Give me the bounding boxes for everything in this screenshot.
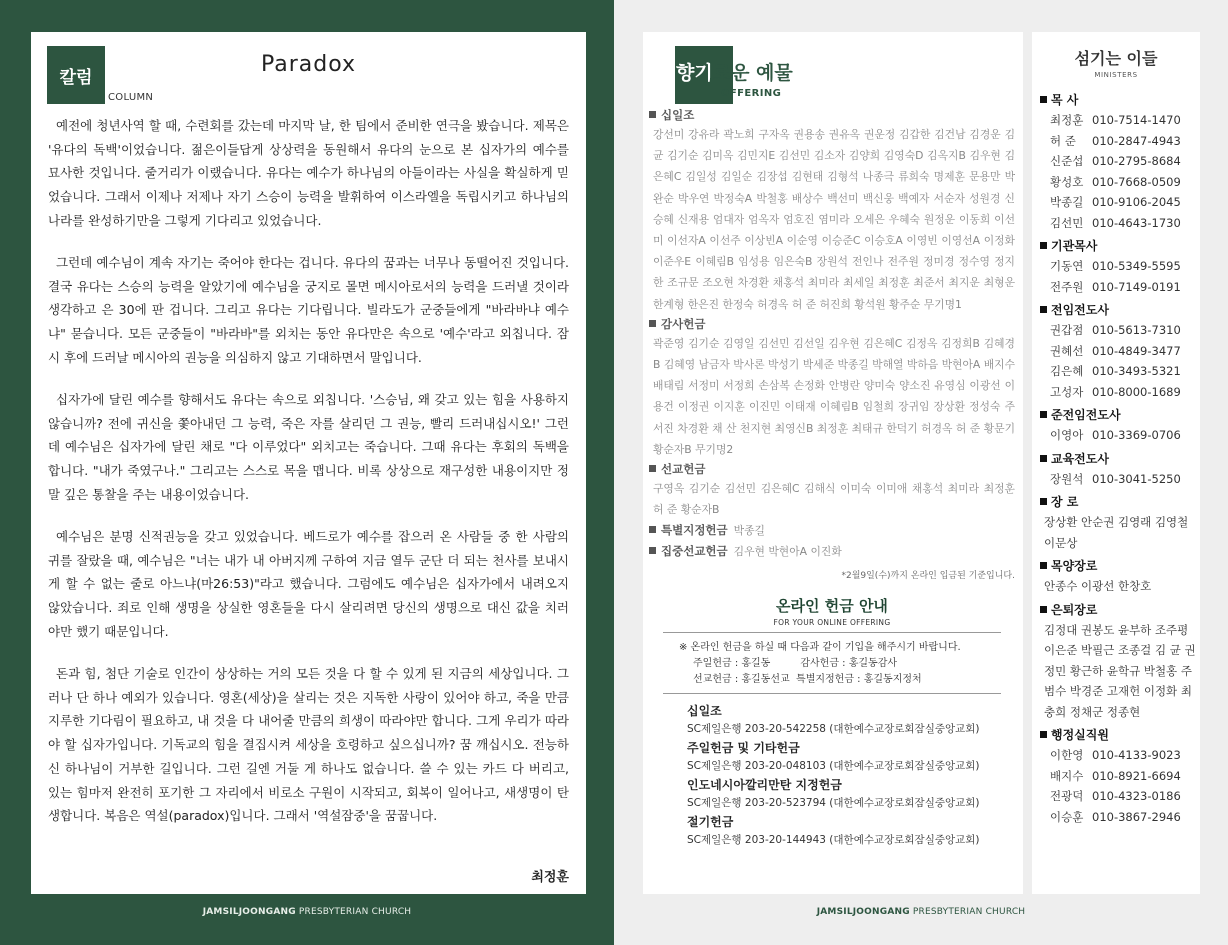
pastoral-elders-heading: 목양장로 xyxy=(1040,557,1200,576)
account-title: 인도네시아깔리만탄 지정헌금 xyxy=(687,778,842,793)
minister-row: 권갑점 010-5613-7310 xyxy=(1050,323,1181,337)
ministers-body xyxy=(1032,91,1200,827)
account-info: SC제일은행 203-20-523794 (대한예수교장로회잠실중앙교회) xyxy=(687,797,980,810)
tithe-names: 강선미 강유라 곽노희 구자옥 권용송 권유옥 권운정 김갑한 김건남 김경운 김 균 김기순 김미옥 김민지E 김선민 김소자 김양희 김영숙D 김옥지B 김우현 김은혜C 김일성 김일순 김장섭 김현태 김형석 나종극 류희숙 명제훈 문용만 박완순 박우연 박정숙A 박철홍 배상수 백선미 백신웅 백예자 서순자 성원경 신승혜 신재용 엄대자 엄옥자 엄호진 염미라 오세은 우혜숙 원정운 이동희 이선미 이선자A 이선주 이상빈A 이순영 이승준C 이승호A 이영빈 이영선A 이정화 이준우E 이혜림B 임성용 임은숙B 장원석 전인나 전주원 정미경 정수영 정지한 조규문 조오현 차경환 채홍석 최미라 최세일 최정훈 최준서 최지운 최형운 한계형 한은진 한정숙 허경옥 허 준 허진희 황석원 황주순 무기명1 xyxy=(653,128,1015,311)
assoc-evangelists-heading: 준전임전도사 xyxy=(1040,406,1200,425)
minister-row: 고성자 010-8000-1689 xyxy=(1050,384,1181,399)
account-title: 주일헌금 및 기타헌금 xyxy=(687,741,800,756)
divider xyxy=(663,632,1001,633)
minister-row: 권혜선 010-4849-3477 xyxy=(1050,343,1181,358)
minister-row: 장원석 010-3041-5250 xyxy=(1050,471,1181,486)
footer-left: JAMSILJOONGANG PRESBYTERIAN CHURCH xyxy=(202,907,412,917)
emeritus-elders-names: 김정대 권봉도 윤부하 조주평 이은준 박필근 조종걸 김 균 권정민 황근하 윤학규 박철홍 주범수 박경준 고재헌 이정화 최충희 정채군 정종현 xyxy=(1044,622,1196,719)
online-title: 온라인 헌금 안내 xyxy=(776,597,888,616)
evangelists-heading: 전임전도사 xyxy=(1040,301,1200,320)
minister-row: 최정훈 010-7514-1470 xyxy=(1050,113,1181,127)
offering-note: *2월9일(수)까지 온라인 입금된 기준입니다. xyxy=(841,571,1015,582)
office-staff-heading: 행정실직원 xyxy=(1040,726,1200,745)
education-evangelists-heading: 교육전도사 xyxy=(1040,450,1200,469)
mission-offering-heading: 선교헌금 xyxy=(649,460,1015,478)
staff-row: 전광덕 010-4323-0186 xyxy=(1050,789,1181,803)
offering-sub: OFFERING xyxy=(721,88,782,99)
minister-row: 신준섭 010-2795-8684 xyxy=(1050,154,1181,168)
staff-row: 배지수 010-8921-6694 xyxy=(1050,768,1181,783)
minister-row: 기동연 010-5349-5595 xyxy=(1050,259,1181,273)
online-notice: ※ 온라인 헌금을 하실 때 다음과 같이 기입을 해주시기 바랍니다. 주일헌금 : 홍길동 감사헌금 : 홍길동감사 선교헌금 : 홍길동선교 특별지정헌금 : 홍길동지정처 xyxy=(679,642,961,686)
column-body xyxy=(48,114,569,846)
ministers-card xyxy=(1032,32,1200,894)
account-info: SC제일은행 203-20-048103 (대한예수교장로회잠실중앙교회) xyxy=(687,760,980,773)
elders-heading: 장 로 xyxy=(1040,493,1200,512)
column-title: Paradox xyxy=(260,52,357,77)
ministers-title: 섬기는 이들 xyxy=(1074,49,1158,68)
minister-row: 김선민 010-4643-1730 xyxy=(1050,215,1181,230)
pastoral-elders-names: 안종수 이광선 한창호 xyxy=(1044,579,1152,593)
column-badge: 칼럼 xyxy=(47,46,105,104)
column-author: 최정훈 xyxy=(531,870,569,885)
thanks-names: 곽준영 김기순 김영일 김선민 김선일 김우현 김은혜C 김정옥 김정희B 김혜경B 김혜영 남금자 박사론 박성기 박세준 박종길 박해열 박하음 박현아A 배지수 배태림 서정미 서정희 손삼복 손정화 안병란 양미숙 양소진 유영심 이광선 이용건 이정권 이지훈 이진민 이태재 이혜림B 임철희 장귀임 장상환 정성숙 주서진 차경환 채 산 천지현 최영신B 최정훈 최태규 한덕기 허경옥 허 준 황문기 황순자B 무기명2 xyxy=(653,336,1016,456)
minister-row: 황성호 010-7668-0509 xyxy=(1050,174,1181,189)
column-paragraph: 십자가에 달린 예수를 향해서도 유다는 속으로 외칩니다. '스승님, 왜 갖고 있는 힘을 사용하지 않습니까? 전에 귀신을 쫓아내던 그 능력, 죽은 자를 살리던 그 권능, 빨리 드러내십시오!' 그런데 예수님은 십자가에 달린 채로 "다 이루었다" 외치고는 죽습니다. 그때 유다는 후회의 독백을 합니다. "내가 죽였구나." 그리고는 스스로 목을 맵니다. 비록 상상으로 재구성한 내용이지만 정말 깊은 통찰을 주는 내용이었습니다. xyxy=(48,392,569,502)
column-paragraph: 예수님은 분명 신적권능을 갖고 있었습니다. 베드로가 예수를 잡으러 온 사람들 중 한 사람의 귀를 잘랐을 때, 예수님은 "너는 내가 내 아버지께 구하여 지금 열두 군단 더 되는 천사를 보내시게 할 수 없는 줄로 아느냐(마26:53)"라고 했습니다. 그럼에도 예수님은 십자가에서 내려오지 않았습니다. 죄로 인해 생명을 상실한 영혼들을 다시 살리려면 당신의 생명으로 대신 값을 치러야만 했기 때문입니다. xyxy=(48,529,569,639)
ministers-sub: MINISTERS xyxy=(1094,71,1138,79)
tithe-heading: 십일조 xyxy=(649,106,1015,124)
elders-names: 장상환 안순권 김영래 김영철 이문상 xyxy=(1044,515,1189,550)
divider xyxy=(663,693,1001,694)
account-list xyxy=(649,703,1015,849)
special-offering-row: 특별지정헌금 박종길 xyxy=(649,520,1015,541)
staff-row: 이한영 010-4133-9023 xyxy=(1050,748,1181,762)
minister-row: 박종길 010-9106-2045 xyxy=(1050,195,1181,209)
pastors-heading: 목 사 xyxy=(1040,91,1200,110)
mission-offering-names: 구영옥 김기순 김선민 김은혜C 김해식 이미숙 이미애 채홍석 최미라 최정훈 허 준 황순자B xyxy=(653,482,1015,517)
focus-mission-row: 집중선교헌금 김우현 박현아A 이진화 xyxy=(649,541,1015,562)
online-sub: FOR YOUR ONLINE OFFERING xyxy=(773,618,891,628)
account-info: SC제일은행 203-20-144943 (대한예수교장로회잠실중앙교회) xyxy=(687,834,980,847)
column-badge-sub: COLUMN xyxy=(108,92,154,103)
minister-row: 허 준 010-2847-4943 xyxy=(1050,133,1181,148)
account-title: 절기헌금 xyxy=(687,815,734,830)
staff-row: 이승훈 010-3867-2946 xyxy=(1050,809,1181,824)
account-title: 십일조 xyxy=(687,704,722,719)
offering-title: 향기로운 예물 xyxy=(676,62,793,84)
footer-right: JAMSILJOONGANG PRESBYTERIAN CHURCH xyxy=(816,907,1026,917)
column-paragraph: 예전에 청년사역 할 때, 수련회를 갔는데 마지막 날, 한 팀에서 준비한 연극을 봤습니다. 제목은 '유다의 독백'이었습니다. 젊은이들답게 상상력을 동원해서 유다의 눈으로 본 십자가의 예수를 묘사한 것입니다. 줄거리가 이랬습니다. 유다는 예수가 하나님의 아들이라는 사실을 확실하게 믿었습니다. 그래서 이제나 저제나 자기 스승이 능력을 발휘하여 이스라엘을 독립시키고 하나님의 나라를 완성하기만을 그렇게 기다리고 있었습니다. xyxy=(48,118,569,228)
column-paragraph: 그런데 예수님이 계속 자기는 죽어야 한다는 겁니다. 유다의 꿈과는 너무나 동떨어진 것입니다. 결국 유다는 스승의 능력을 알았기에 예수님을 궁지로 몰면 메시아로서의 능력을 드러낼 것이라 생각하고 은 30에 판 겁니다. 그리고 유다는 기다립니다. 빌라도가 군중들에게 "바라바냐 예수냐" 묻습니다. 모든 군중들이 "바라바"를 외치는 동안 유다만은 속으로 '예수'라고 외칩니다. 잠시 후에 드러날 메시아의 권능을 의심하지 않고 기대하면서 말입니다. xyxy=(48,255,569,365)
minister-row: 이영아 010-3369-0706 xyxy=(1050,428,1181,442)
offering-body xyxy=(649,106,1015,851)
account-info: SC제일은행 203-20-542258 (대한예수교장로회잠실중앙교회) xyxy=(687,723,980,736)
emeritus-elders-heading: 은퇴장로 xyxy=(1040,601,1200,620)
minister-row: 전주원 010-7149-0191 xyxy=(1050,279,1181,294)
column-paragraph: 돈과 힘, 첨단 기술로 인간이 상상하는 거의 모든 것을 다 할 수 있게 된 지금의 세상입니다. 그러나 단 하나 예외가 있습니다. 영혼(세상)을 살리는 것은 지독한 사랑이 있어야 하고, 죽을 만큼 지루한 기다림이 필요하고, 내 것을 다 내어줄 만큼의 희생이 따라야만 합니다. 그게 우리가 따라야 할 십자가입니다. 기독교의 힘을 결집시켜 세상을 호령하고 싶으십니까? 꿈 깨십시오. 전능하신 하나님이 거부한 길입니다. 그런 길엔 거둘 게 하나도 없습니다. 쓸 수 있는 카드 다 버리고, 있는 힘마저 완전히 포기한 그 자리에서 비로소 구원이 시작되고, 회복이 일어나고, 새생명이 탄생합니다. 복음은 역설(paradox)입니다. 그래서 '역설잠중'을 꿈꿉니다. xyxy=(48,666,569,824)
institution-pastors-heading: 기관목사 xyxy=(1040,237,1200,256)
minister-row: 김은혜 010-3493-5321 xyxy=(1050,364,1181,378)
column-card xyxy=(31,32,586,894)
thanks-heading: 감사헌금 xyxy=(649,315,1015,333)
offering-card xyxy=(643,32,1023,894)
